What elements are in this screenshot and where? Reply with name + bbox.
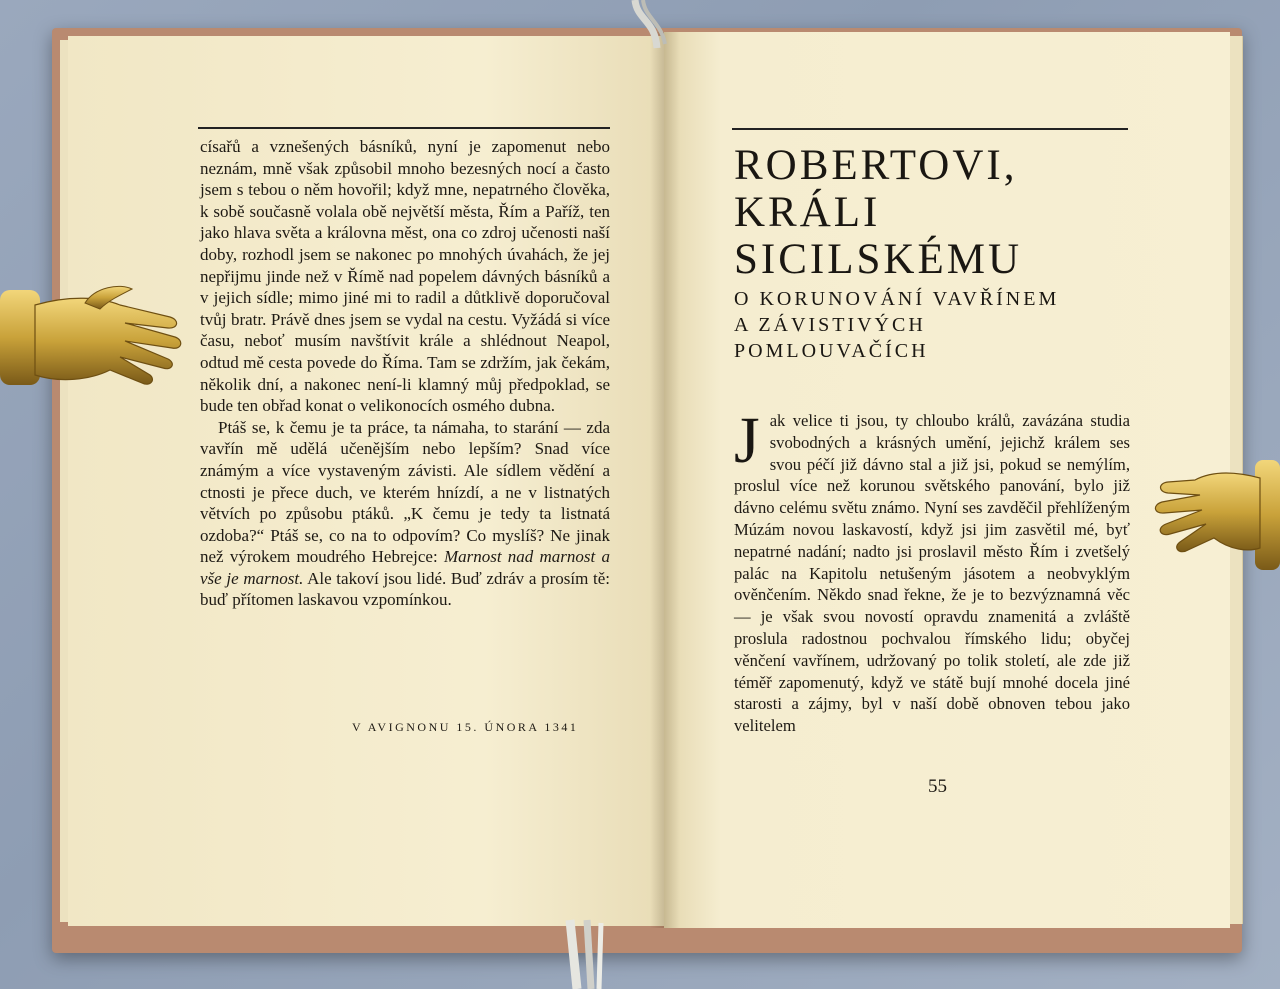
right-body-text: ak velice ti jsou, ty chloubo králů, zavázána studia svobodných a krásných umění, jejichž králem ses svou péčí již dávno stal a již jsi, pokud se nemýlím, proslul více než korunou světského panování, bylo již dávno celému světu známo. Nyní ses zavděčil přehlíženým Múzám novou laskavostí, když jsi jim zasvětil mé, byť nepatrné nadání; nadto jsi proslavil město Řím i zvetšelý palác na Kapitolu netušeným jásotem a neobvyklým ověnčením. Někdo snad řekne, že je to bezvýznamná věc — je však svou novostí opravdu znamenitá a zvláště proslula radostnou pochvalou římského lidu; obyčej věnčení vavřínem, udržovaný po tolik století, ale zde již téměř zapomenutý, když ve státě bují mnohé docela jiné starosti a zájmy, byl v naší době obnoven tebou jako velitelem [734, 411, 1130, 736]
subtitle-line-3: POMLOUVAČÍCH [734, 340, 929, 362]
dateline: V AVIGNONU 15. ÚNORA 1341 [352, 720, 579, 734]
drop-cap: J [734, 404, 760, 477]
title-line-3: SICILSKÉMU [734, 236, 1023, 283]
left-paragraph-2 [200, 417, 610, 611]
ecclesiastes-quote: Marnost nad marnost a vše je marnost. [200, 547, 610, 588]
title-line-1: ROBERTOVI, [734, 142, 1018, 189]
left-page-text [200, 136, 610, 611]
right-header-rule [732, 128, 1128, 130]
bookmark-ribbon-bottom [555, 915, 645, 989]
subtitle-line-2: A ZÁVISTIVÝCH [734, 314, 926, 336]
brass-hand-clip-left-icon [0, 275, 185, 405]
page-number: 55 [928, 776, 947, 797]
left-header-rule [198, 127, 610, 129]
right-page-text [734, 404, 1130, 737]
brass-hand-clip-right-icon [1150, 450, 1280, 580]
left-paragraph-2-end: Ale takoví jsou lidé. Buď zdráv a prosím tě: buď přítomen laskavou vzpomínkou. [200, 568, 610, 610]
chapter-title [734, 142, 1064, 283]
title-line-2: KRÁLI [734, 189, 881, 236]
spine-shadow [650, 32, 680, 928]
chapter-subtitle [734, 286, 1114, 364]
left-paragraph-1: císařů a vznešených básníků, nyní je zapomenut nebo neznám, mně však způsobil mnoho bezesných nocí a často jsem s tebou o něm hovořil; když mne, nepatrného člověka, k sobě současně volala obě největší města, Řím a Paříž, ten jako hlava světa a královna měst, ona co zdroj učenosti naší doby, rozhodl jsem se nakonec po mnohých úvahách, že jej nepřijmu jinde než v Římě nad popelem dávných básníků a v jejich sídle; mimo jiné mi to radil a důtklivě doporučoval tvůj bratr. Právě dnes jsem se vydal na cestu. Vyžádá si více času, neboť musím navštívit krále a shlédnout Neapol, odtud mě cesta povede do Říma. Tam se zdržím, jak čekám, několik dní, a nakonec není-li klamný můj předpoklad, se bude ten obřad konat o velikonocích osmého dubna. [200, 137, 610, 416]
bookmark-ribbon-top [615, 0, 675, 50]
left-paragraph-2-start: Ptáš se, k čemu je ta práce, ta námaha, to starání — zda vavřín mě udělá učenějším nebo lepším? Snad více známým a více vystaveným závisti. Ale sídlem vědění a ctnosti je přece duch, ve kterém hnízdí, a ne v listnatých větvích po způsobu ptáků. „K čemu je tedy ta listnatá ozdoba?“ Ptáš se, co na to odpovím? Co myslíš? Ne jinak než výrokem moudrého Hebrejce: [200, 417, 610, 567]
subtitle-line-1: O KORUNOVÁNÍ VAVŘÍNEM [734, 288, 1060, 310]
